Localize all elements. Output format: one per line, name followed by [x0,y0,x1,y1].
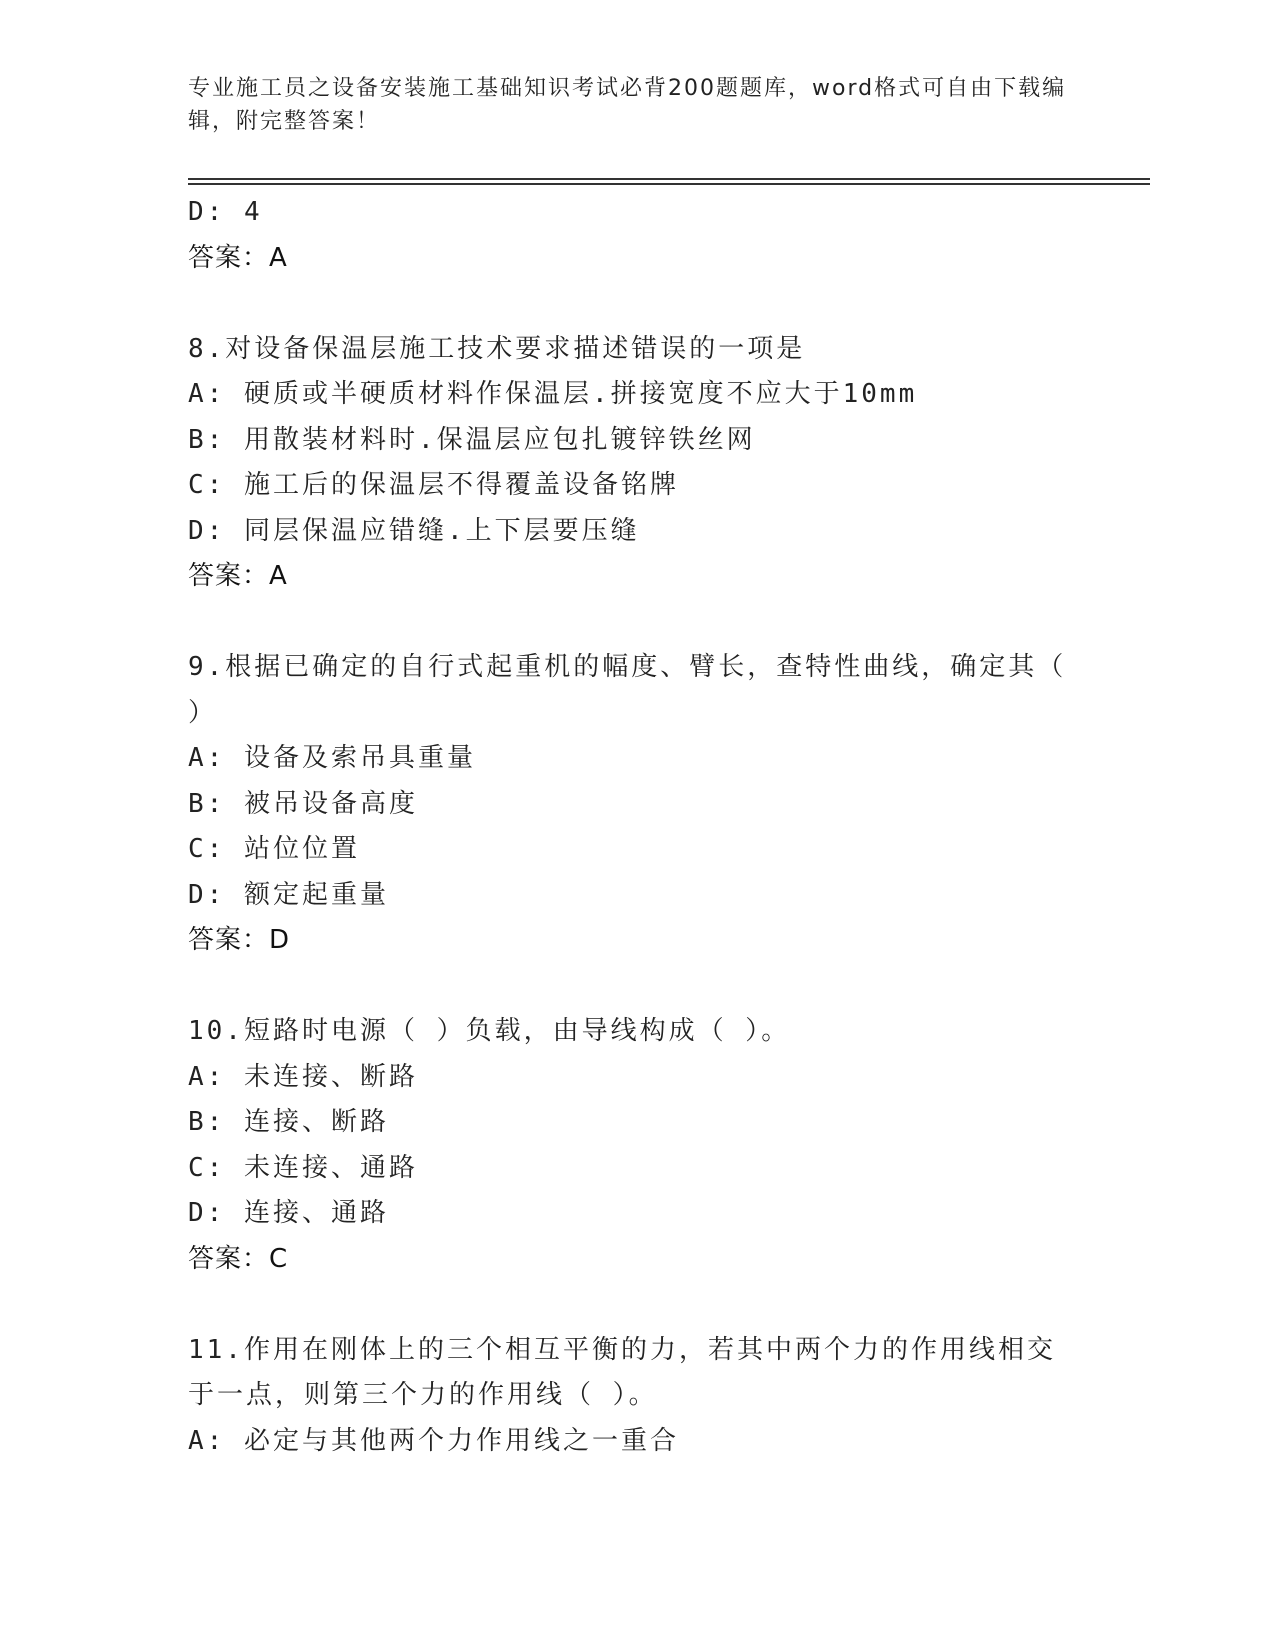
header-rule-top [188,178,1150,180]
document-title: 专业施工员之设备安装施工基础知识考试必背200题题库，word格式可自由下载编辑，附完整答案！ [188,76,1067,134]
option-a: A: 硬质或半硬质材料作保温层.拼接宽度不应大于10mm [188,379,918,409]
option-d: D: 同层保温应错缝.上下层要压缝 [188,515,640,546]
option-a: A: 设备及索吊具重量 [188,743,476,773]
spacer [188,600,1088,646]
question-stem: 9.根据已确定的自行式起重机的幅度、臂长，查特性曲线，确定其（ ） [188,652,1067,728]
option-d: D: 额定起重量 [188,879,389,910]
option-d: D: 4 [188,197,263,227]
option-c: C: 施工后的保温层不得覆盖设备铭牌 [188,470,679,500]
spacer [188,1282,1088,1328]
header-rule-bottom [188,183,1150,185]
answer-line: 答案：D [188,925,291,955]
question-list [188,190,1088,1464]
spacer [188,964,1088,1010]
option-a: A: 必定与其他两个力作用线之一重合 [188,1425,679,1456]
option-b: B: 被吊设备高度 [188,788,418,819]
question-stem: 8.对设备保温层施工技术要求描述错误的一项是 [188,333,806,364]
option-b: B: 连接、断路 [188,1107,389,1137]
spacer [188,281,1088,327]
answer-line: 答案：C [188,1243,289,1274]
question-stem: 10.短路时电源（ ）负载，由导线构成（ ）。 [188,1016,791,1046]
option-c: C: 未连接、通路 [188,1152,418,1183]
option-b: B: 用散装材料时.保温层应包扎镀锌铁丝网 [188,424,756,455]
answer-line: 答案：A [188,561,288,591]
question-stem: 11.作用在刚体上的三个相互平衡的力，若其中两个力的作用线相交于一点，则第三个力的作用线（ ）。 [188,1334,1056,1410]
option-c: C: 站位位置 [188,834,360,864]
answer-line: 答案：A [188,242,288,273]
option-d: D: 连接、通路 [188,1198,389,1228]
document-header [188,72,1088,138]
option-a: A: 未连接、断路 [188,1061,418,1092]
